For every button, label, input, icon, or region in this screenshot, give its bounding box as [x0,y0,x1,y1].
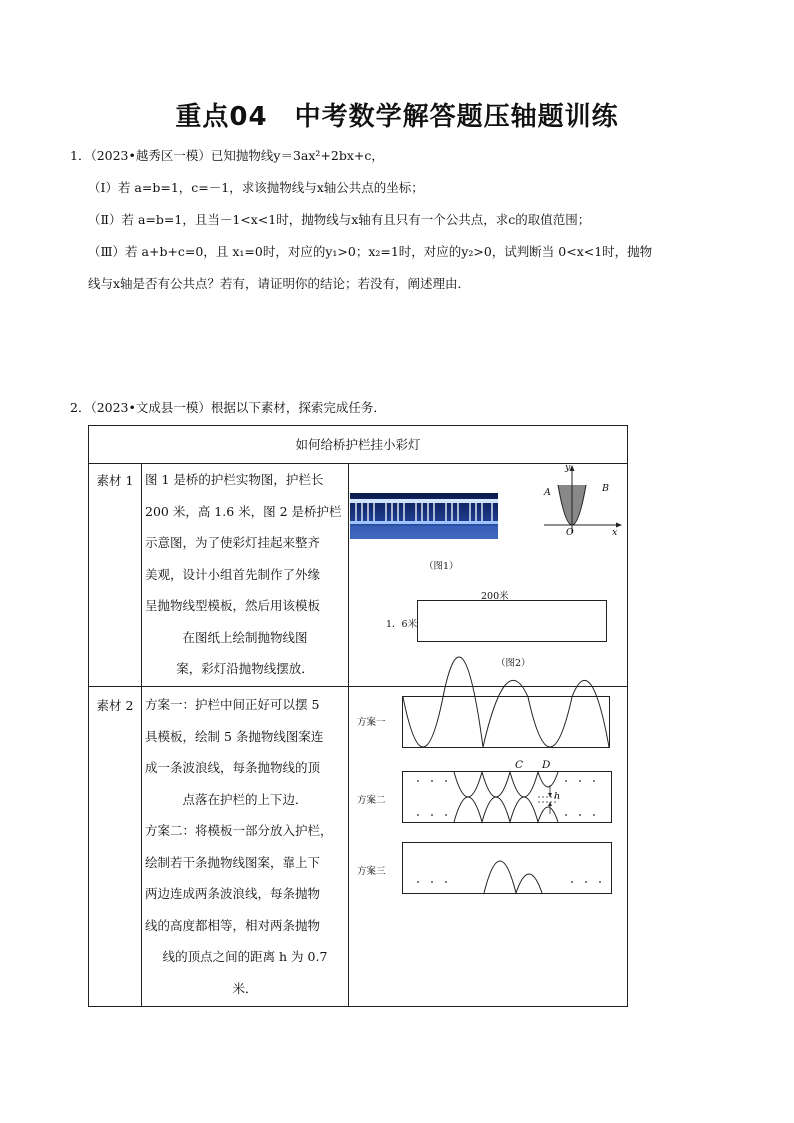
row-divider [89,686,627,687]
q1-part1: （Ⅰ）若 a=b=1，c=－1，求该抛物线与x轴公共点的坐标； [88,180,424,195]
figure2-caption: （图2） [496,658,531,669]
railing-length-label: 200米 [481,591,509,602]
x-axis-label: x [612,527,618,538]
plan3-wave [484,861,542,893]
plan1-label: 方案一 [357,717,386,728]
plan2-upper-wave-left [454,772,482,797]
col-divider-2 [348,463,349,1006]
point-c-label: C [515,759,524,771]
q1-part2: （Ⅱ）若 a=b=1，且当－1<x<1时，抛物线与x轴有且只有一个公共点，求c的取值范围； [88,212,591,227]
railing-schematic [417,600,607,642]
material-2-text: 方案一：护栏中间正好可以摆 5 具模板，绘制 5 条抛物线图案连 成一条波浪线，每条抛物线的顶 点落在护栏的上下边． 方案二：将模板一部分放入护栏， 绘制若干条抛物线图案，靠上下 两边连成两条波浪线，每条抛物 线的高度都相等，相对两条抛物 线的顶点之间的距离 h 为 0.7 米． [145,697,333,996]
material-1-label: 素材 1 [96,473,134,488]
point-a-label: A [544,487,551,498]
q1-part3-line2: 线与x轴是否有公共点？若有，请证明你的结论；若没有，阐述理由． [88,276,471,291]
q1-stem: 1．（2023•越秀区一模）已知抛物线y＝3ax²+2bx+c， [70,148,384,163]
col-divider-1 [141,463,142,1006]
q1-part3-line1: （Ⅲ）若 a+b+c=0，且 x₁=0时，对应的y₁>0；x₂=1时，对应的y₂>0，试判断当 0<x<1时，抛物 [88,244,653,259]
distance-h-label: h [554,791,561,802]
page-title: 重点04 中考数学解答题压轴题训练 [175,102,619,132]
material-2-label: 素材 2 [96,698,134,713]
railing-height-label: 1．6米 [386,619,418,630]
plan2-upper-wave [482,772,558,797]
q2-stem: 2．（2023•文成县一模）根据以下素材，探索完成任务． [70,400,386,415]
table-title: 如何给桥护栏挂小彩灯 [89,426,627,464]
h-arrow-down-icon [548,793,552,797]
origin-label: O [566,527,574,538]
y-axis-label: y [565,462,571,473]
plan2-figure [402,771,612,823]
plan2-lower-wave [454,797,558,822]
point-b-label: B [602,483,609,494]
point-d-label: D [542,759,551,771]
bridge-railing-photo [350,493,498,539]
h-arrow-up-icon [548,802,552,806]
figure1-caption: （图1） [424,561,459,572]
plan2-label: 方案二 [357,795,386,806]
plan3-figure [402,842,612,894]
plan3-label: 方案三 [357,866,386,877]
material-1-text: 图 1 是桥的护栏实物图，护栏长 200 米，高 1.6 米，图 2 是桥护栏 示意图，为了使彩灯挂起来整齐 美观，设计小组首先制作了外缘 呈抛物线型模板，然后用该模板 在图纸上绘制抛物线图 案，彩灯沿抛物线摆放． [145,472,342,676]
plan1-figure [402,696,610,748]
